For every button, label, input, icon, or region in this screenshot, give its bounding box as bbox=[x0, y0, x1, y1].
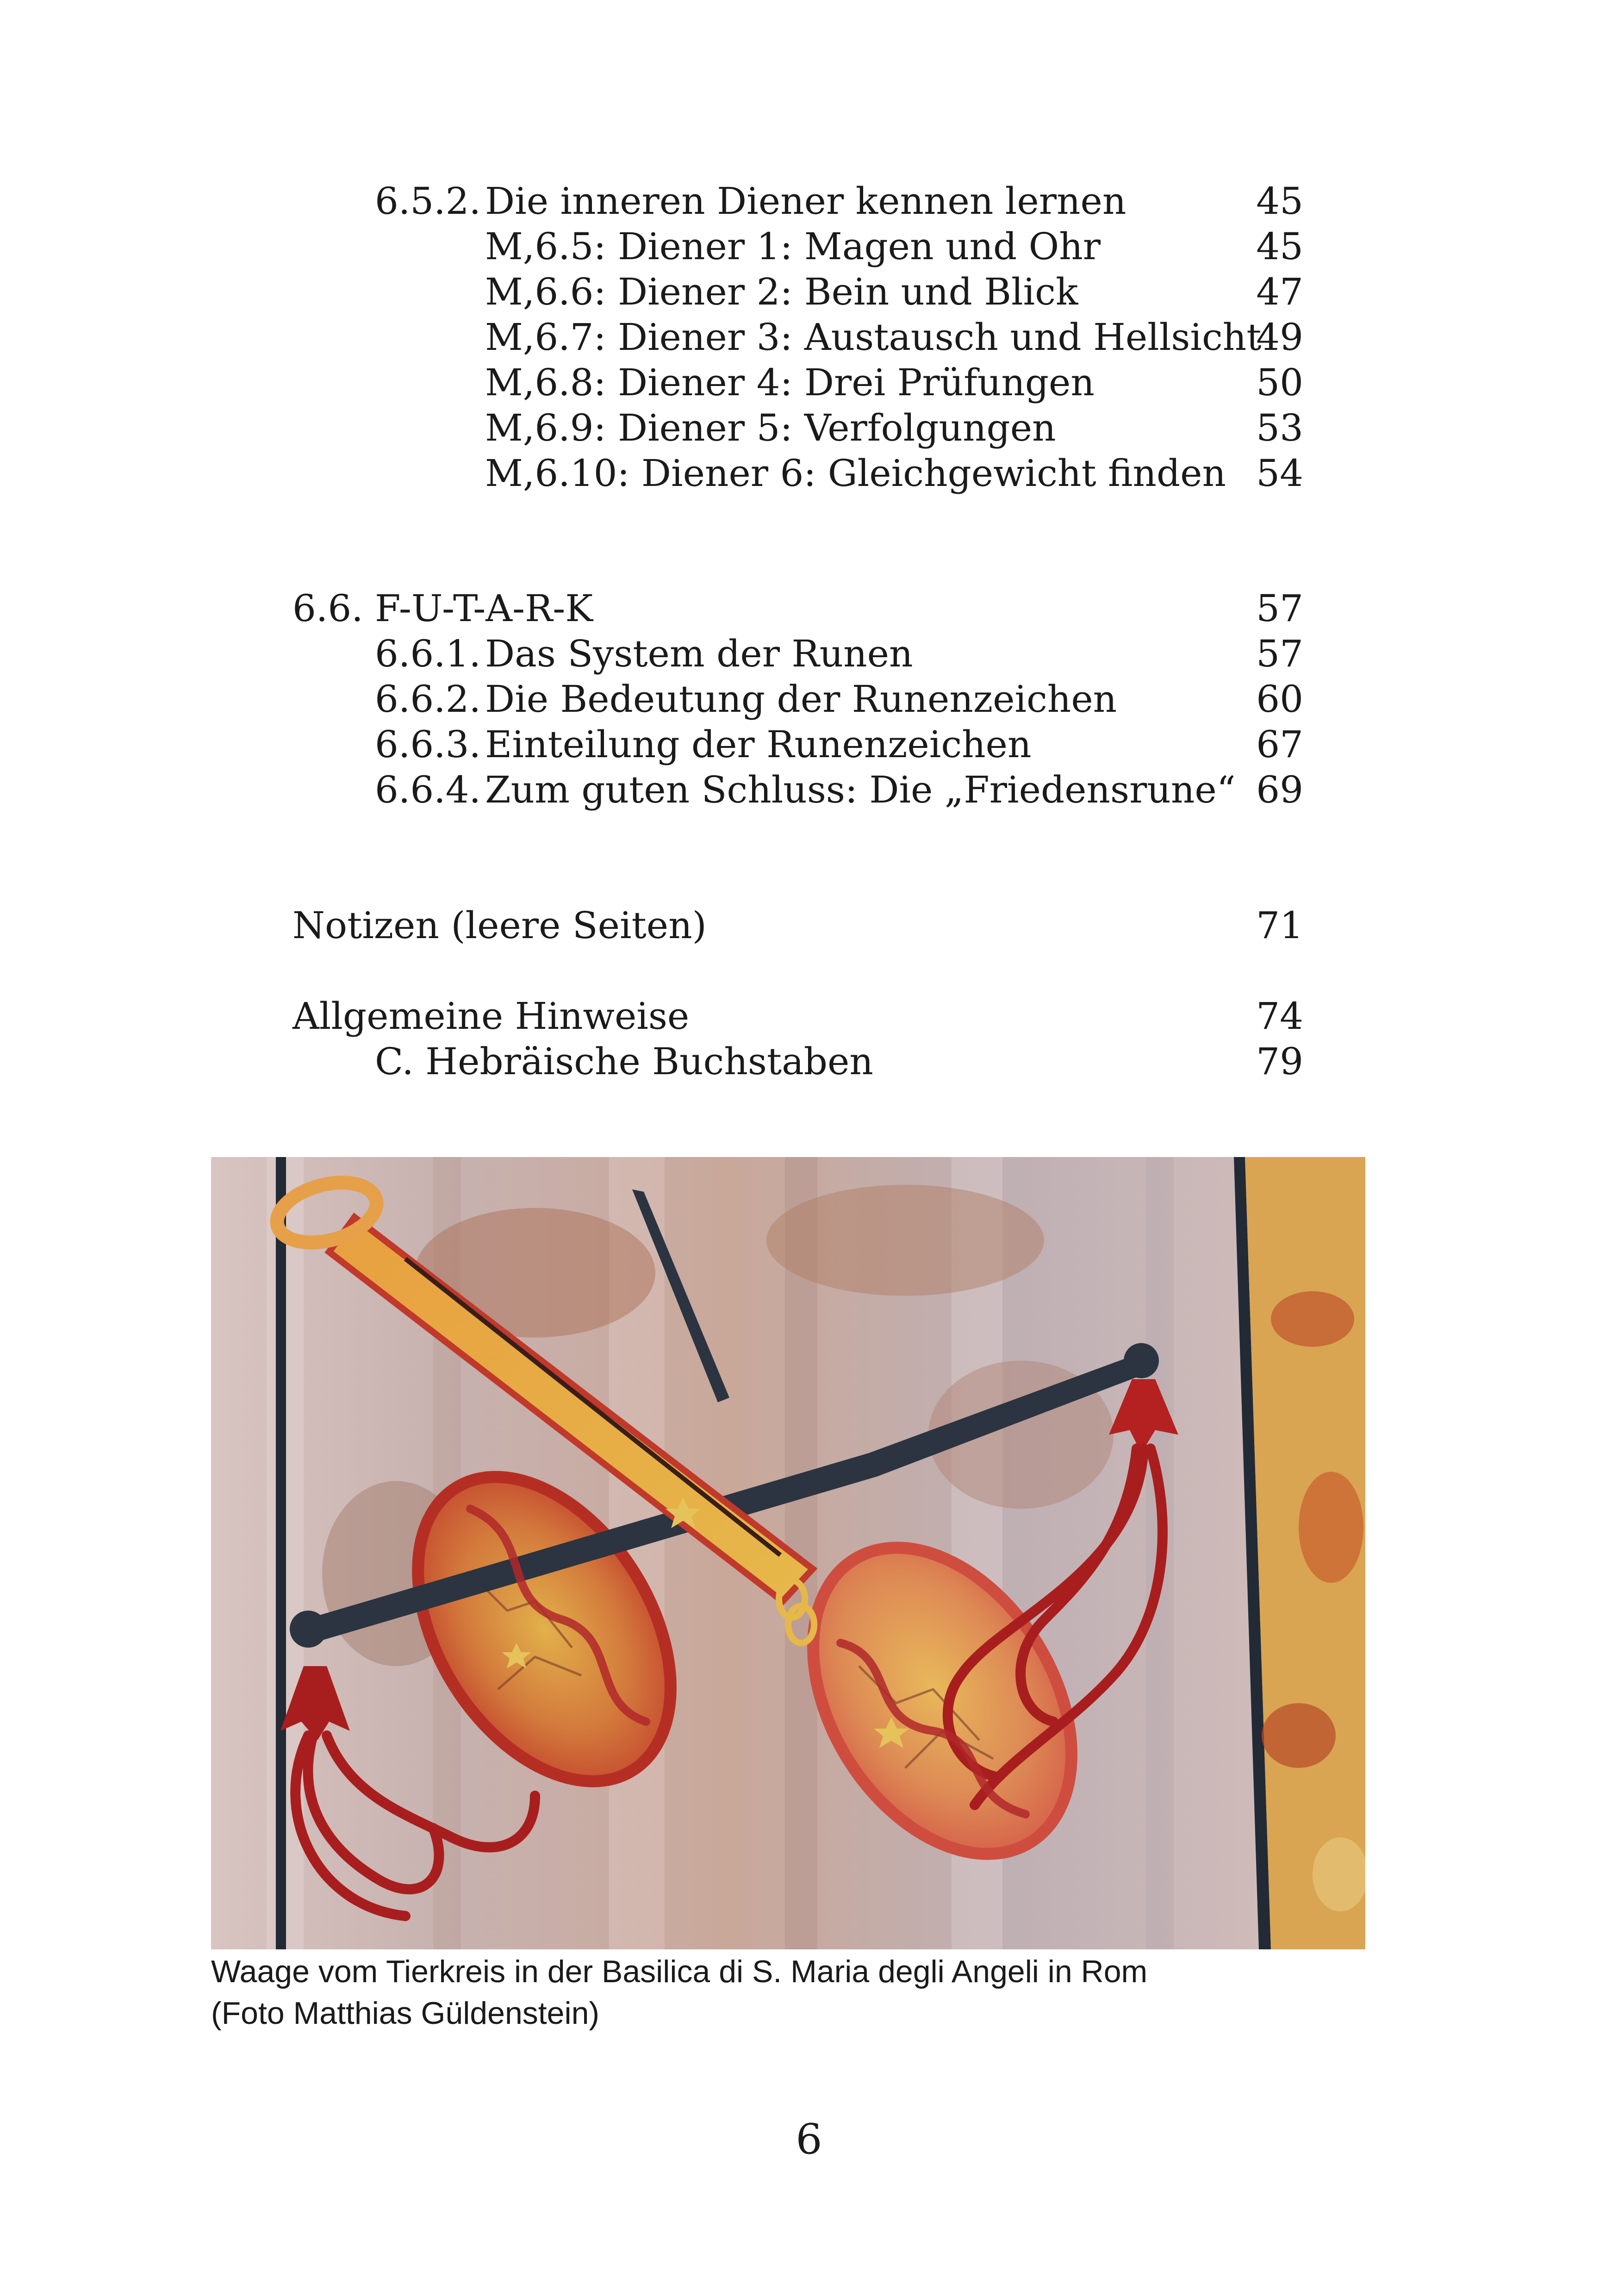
toc-entry-title: Allgemeine Hinweise bbox=[292, 995, 690, 1038]
page-number: 6 bbox=[796, 2115, 822, 2164]
toc-entry-page: 67 bbox=[1256, 723, 1303, 766]
toc-entry-page: 49 bbox=[1256, 316, 1303, 359]
toc-entry-page: 74 bbox=[1256, 995, 1303, 1038]
toc-entry-page: 45 bbox=[1256, 225, 1303, 268]
toc-entry-number: 6.6.4. bbox=[375, 768, 481, 811]
toc-entry-title: F-U-T-A-R-K bbox=[375, 587, 593, 630]
toc-entry-page: 57 bbox=[1256, 587, 1303, 630]
toc-entry-page: 54 bbox=[1256, 452, 1303, 495]
toc-entry-title: Einteilung der Runenzeichen bbox=[485, 723, 1032, 766]
toc-entry-number: 6.6.1. bbox=[375, 632, 481, 675]
toc-entry-number: 6.6.2. bbox=[375, 678, 481, 721]
toc-entry-number: 6.6. bbox=[292, 587, 363, 630]
toc-entry-number: 6.5.2. bbox=[375, 180, 481, 223]
toc-entry-page: 60 bbox=[1256, 678, 1303, 721]
toc-entry-page: 50 bbox=[1256, 361, 1303, 404]
figure-caption bbox=[211, 1951, 1147, 2034]
toc-entry-page: 57 bbox=[1256, 632, 1303, 675]
toc-entry-page: 71 bbox=[1256, 904, 1303, 947]
caption-line-2: (Foto Matthias Güldenstein) bbox=[211, 1996, 600, 2031]
toc-entry-number: 6.6.3. bbox=[375, 723, 481, 766]
toc-entry-title: M,6.8: Diener 4: Drei Prüfungen bbox=[485, 361, 1095, 404]
toc-entry-title: Die Bedeutung der Runenzeichen bbox=[485, 678, 1117, 721]
toc-entry-title: M,6.6: Diener 2: Bein und Blick bbox=[485, 270, 1078, 313]
toc-entry-page: 47 bbox=[1256, 270, 1303, 313]
scales-photo bbox=[211, 1157, 1365, 1949]
toc-entry-title: Die inneren Diener kennen lernen bbox=[485, 180, 1126, 223]
toc-entry-title: M,6.9: Diener 5: Verfolgungen bbox=[485, 406, 1056, 449]
toc-entry-title: M,6.7: Diener 3: Austausch und Hellsicht bbox=[485, 316, 1262, 359]
toc-entry-page: 69 bbox=[1256, 768, 1303, 811]
toc-entry-title: Notizen (leere Seiten) bbox=[292, 904, 707, 947]
toc-entry-title: M,6.5: Diener 1: Magen und Ohr bbox=[485, 225, 1101, 268]
toc-entry-title: Zum guten Schluss: Die „Friedensrune“ bbox=[485, 768, 1236, 811]
toc-entry-title: M,6.10: Diener 6: Gleichgewicht finden bbox=[485, 452, 1226, 495]
toc-entry-page: 45 bbox=[1256, 180, 1303, 223]
toc-entry-title: C. Hebräische Buchstaben bbox=[375, 1040, 873, 1083]
caption-line-1: Waage vom Tierkreis in der Basilica di S. Maria degli Angeli in Rom bbox=[211, 1954, 1148, 1989]
toc-entry-title: Das System der Runen bbox=[485, 632, 913, 675]
toc-entry-page: 79 bbox=[1256, 1040, 1303, 1083]
toc-entry-page: 53 bbox=[1256, 406, 1303, 449]
